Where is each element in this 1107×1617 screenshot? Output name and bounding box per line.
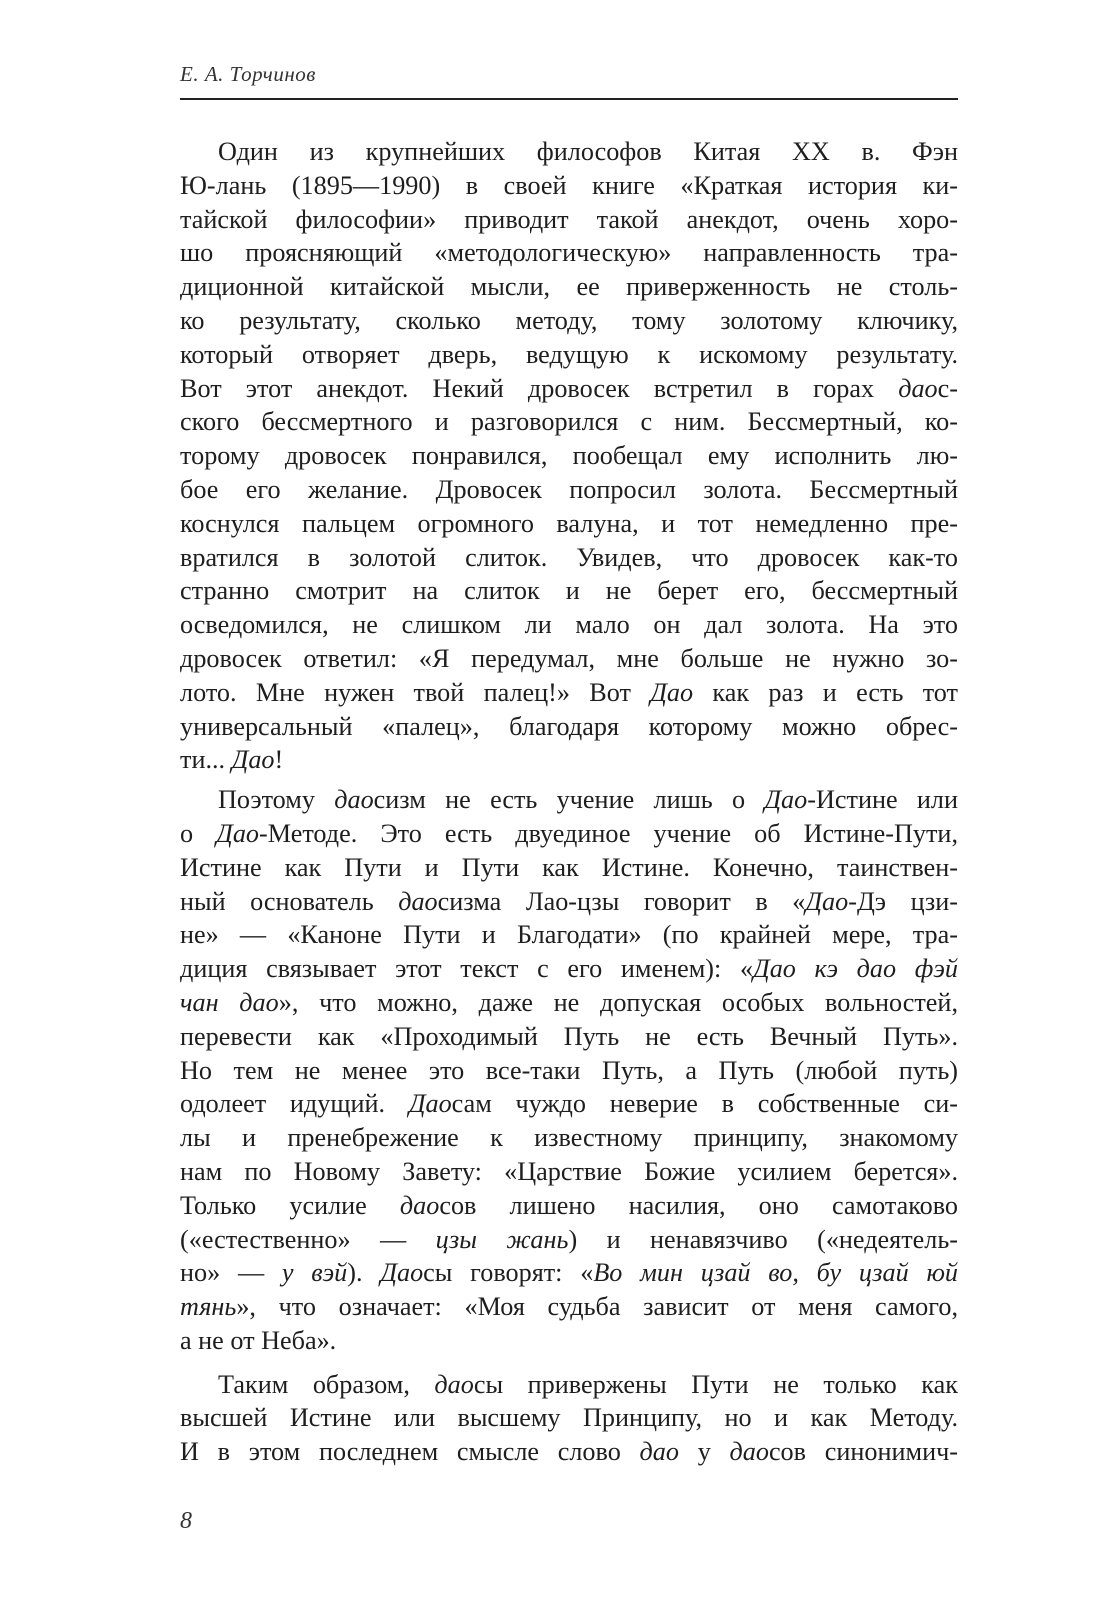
text-line: Один из крупнейших философов Китая XX в. Фэн — [218, 137, 958, 166]
text-line: перевести как «Проходимый Путь не есть Вечный Путь». — [180, 1021, 958, 1051]
header-rule — [180, 98, 958, 100]
text-line: Только усилие даосов лишено насилия, оно самотаково — [180, 1190, 958, 1220]
text-line: тайской философии» приводит такой анекдот, очень хоро- — [180, 204, 958, 234]
text-line: шо проясняющий «методологическую» направленность тра- — [180, 238, 958, 268]
text-line: высшей Истине или высшему Принципу, но и как Методу. — [180, 1403, 958, 1433]
text-line: но» — у вэй). Даосы говорят: «Во мин цзай во, бу цзай юй — [180, 1258, 958, 1288]
text-line: осведомился, не слишком ли мало он дал золота. На это — [180, 610, 958, 640]
text-line: Поэтому даосизм не есть учение лишь о Дао-Истине или — [218, 785, 958, 815]
text-line: нам по Новому Завету: «Царствие Божие усилием берется». — [180, 1156, 958, 1186]
text-line: не» — «Каноне Пути и Благодати» (по крайней мере, тра- — [180, 920, 958, 950]
text-line: бое его желание. Дровосек попросил золота. Бессмертный — [180, 474, 958, 504]
paragraph-3 — [180, 1368, 958, 1469]
text-line: («естественно» — цзы жань) и ненавязчиво («недеятель- — [180, 1224, 958, 1254]
text-line: Таким образом, даосы привержены Пути не только как — [218, 1369, 958, 1399]
text-line: тянь», что означает: «Моя судьба зависит от меня самого, — [180, 1292, 958, 1322]
text-line: Истине как Пути и Пути как Истине. Конечно, таинствен- — [180, 852, 958, 882]
body-text — [180, 135, 958, 1469]
text-line: ти... Дао! — [180, 745, 284, 775]
text-line: Но тем не менее это все-таки Путь, а Путь (любой путь) — [180, 1055, 958, 1085]
text-line: дровосек ответил: «Я передумал, мне больше не нужно зо- — [180, 643, 958, 673]
text-line: лото. Мне нужен твой палец!» Вот Дао как раз и есть тот — [180, 677, 958, 707]
text-line: лы и пренебрежение к известному принципу, знакомому — [180, 1123, 958, 1153]
text-line: вратился в золотой слиток. Увидев, что дровосек как-то — [180, 542, 958, 572]
text-line: торому дровосек понравился, пообещал ему исполнить лю- — [180, 441, 958, 471]
text-line: диция связывает этот текст с его именем): «Дао кэ дао фэй — [180, 954, 958, 984]
text-line: коснулся пальцем огромного валуна, и тот немедленно пре- — [180, 508, 958, 538]
text-line: универсальный «палец», благодаря которому можно обрес- — [180, 711, 958, 741]
text-line: диционной китайской мысли, ее приверженность не столь- — [180, 272, 958, 302]
text-line: Ю-лань (1895—1990) в своей книге «Краткая история ки- — [180, 170, 958, 200]
text-line: который отворяет дверь, ведущую к искомому результату. — [180, 339, 958, 369]
text-line: о Дао-Методе. Это есть двуединое учение об Истине-Пути, — [180, 818, 958, 848]
text-line: ный основатель даосизма Лао-цзы говорит в «Дао-Дэ цзи- — [180, 886, 958, 916]
paragraph-2 — [180, 783, 958, 1358]
page-number: 8 — [180, 1508, 192, 1534]
text-line: странно смотрит на слиток и не берет его, бессмертный — [180, 576, 958, 606]
running-head: Е. А. Торчинов — [180, 62, 316, 86]
text-line: И в этом последнем смысле слово дао у даосов синонимич- — [180, 1437, 958, 1467]
text-line: ского бессмертного и разговорился с ним. Бессмертный, ко- — [180, 407, 958, 437]
text-line: а не от Неба». — [180, 1325, 337, 1355]
text-line: чан дао», что можно, даже не допуская особых вольностей, — [180, 987, 958, 1017]
paragraph-1 — [180, 135, 958, 777]
text-line: ко результату, сколько методу, тому золотому ключику, — [180, 305, 958, 335]
text-line: одолеет идущий. Даосам чуждо неверие в собственные си- — [180, 1089, 959, 1119]
text-line: Вот этот анекдот. Некий дровосек встретил в горах даос- — [180, 373, 958, 403]
